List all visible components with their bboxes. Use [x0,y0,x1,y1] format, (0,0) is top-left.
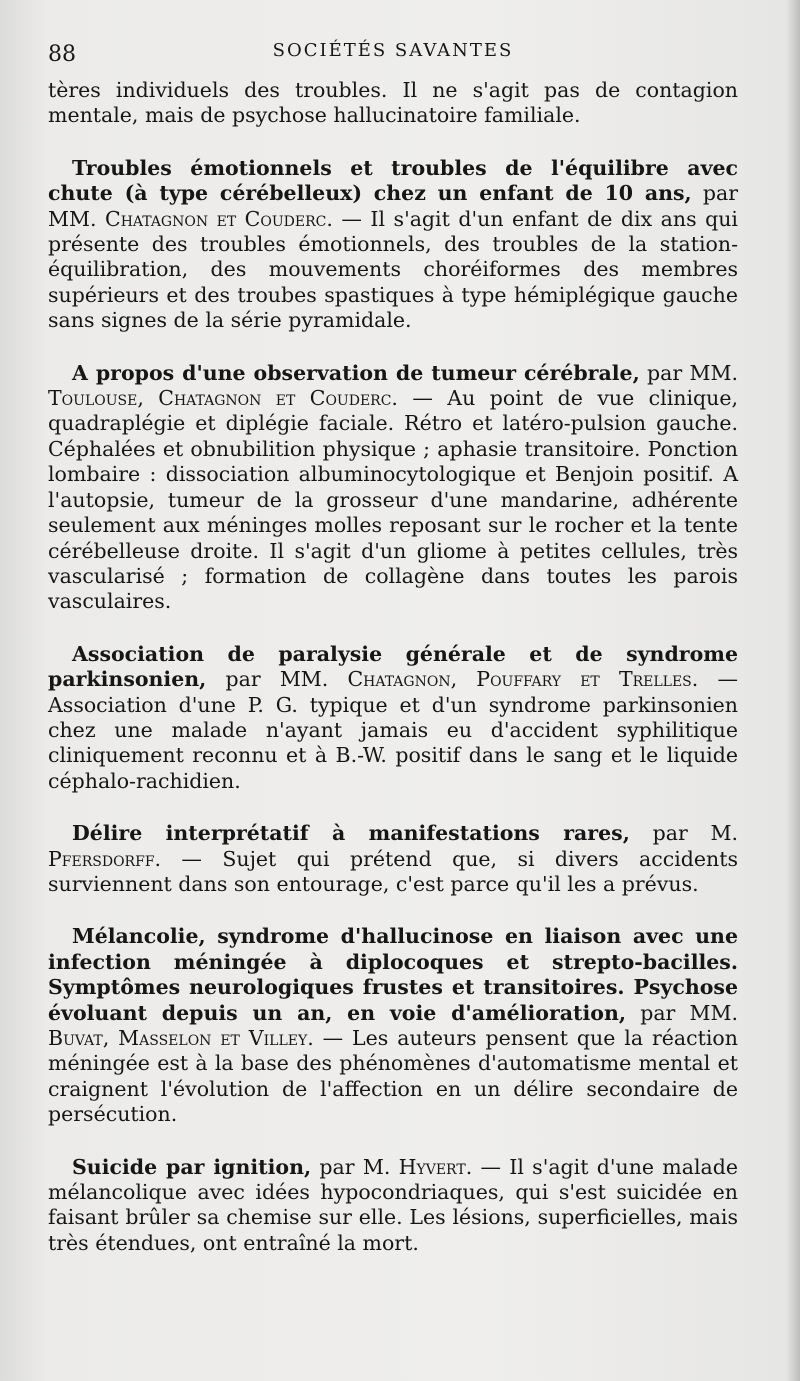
running-header [48,34,738,78]
entry-by: par MM. [206,667,348,692]
entry-title: Délire interprétatif à manifestations rares, [72,821,630,846]
entry-body: — Au point de vue clinique, quadraplégie et diplégie faciale. Rétro et latéro-pulsion gauche. Céphalées et obnubilition physique ; aphasie transitoire. Ponction lombaire : dissociation albuminocytologique et Benjoin positif. A l'autopsie, tumeur de la grosseur d'une mandarine, adhérente seulement aux méninges molles reposant sur le rocher et la tente cérébelleuse droite. Il s'agit d'un gliome à petites cellules, très vascularisé ; formation de collagène dans toutes les parois vasculaires. [48,386,738,614]
entry-by: par M. [629,821,739,846]
entry-paragraph [48,642,738,794]
entry-by: par M. [311,1154,399,1179]
entry-paragraph [48,1155,738,1257]
entry-by: par MM. [626,1000,738,1025]
entry-body: — Sujet qui prétend que, si divers accidents surviennent dans son entourage, c'est parce qu'il les a prévus. [48,846,738,896]
entry-body: — Les auteurs pensent que la réaction méningée est à la base des phénomènes d'automatisme mental et craignent l'évolution de l'affection en un délire secondaire de persécution. [48,1026,738,1127]
scan-shadow-edge [786,0,800,1381]
entry-body: — Association d'une P. G. typique et d'un syndrome parkinsonien chez une malade n'ayant jamais eu d'accident syphilitique cliniquement reconnu et à B.-W. positif dans le sang et le liquide céphalo-rachidien. [48,667,738,793]
entry-authors: Chatagnon, Pouffary et Trelles. [347,667,699,692]
entry-paragraph [48,361,738,615]
entry-by: par MM. [48,181,738,231]
running-title: SOCIÉTÉS SAVANTES [272,40,514,61]
entry-authors: Toulouse, Chatagnon et Couderc. [48,386,398,411]
entry-title: Mélancolie, syndrome d'hallucinose en liaison avec une infection méningée à diplocoques et strepto-bacilles. Symptômes neurologiques frustes et transitoires. Psychose évoluant depuis un an, en voie d'amélioration, [48,924,738,1025]
entry-paragraph [48,156,738,334]
entry-authors: Pfersdorff. [48,846,162,871]
entry-paragraph [48,821,738,897]
entry-authors: Buvat, Masselon et Villey. [48,1026,314,1050]
entry-body: — Il s'agit d'une malade mélancolique avec idées hypocondriaques, qui s'est suicidée en faisant brûler sa chemise sur elle. Les lésions, superficielles, mais très étendues, ont entraîné la mort. [48,1154,739,1255]
continuation-paragraph: tères individuels des troubles. Il ne s'agit pas de contagion mentale, mais de psychose hallucinatoire familiale. [48,78,738,128]
page-number: 88 [48,42,76,67]
entry-paragraph [48,924,738,1127]
entry-body: — Il s'agit d'un enfant de dix ans qui présente des troubles émotionnels, des troubles de la station-équilibration, des mouvements choréiformes des membres supérieurs et des troubes spastiques à type hémiplégique gauche sans signes de la série pyramidale. [48,206,738,333]
entry-by: par MM. [639,360,738,385]
entry-title: Suicide par ignition, [72,1154,312,1179]
entry-authors: Chatagnon et Couderc. [105,206,333,231]
entry-title: Association de paralysie générale et de syndrome parkinsonien, [48,641,738,692]
entry-title: Troubles émotionnels et troubles de l'équilibre avec chute (à type cérébelleux) chez un enfant de 10 ans, [48,155,738,206]
entry-title: A propos d'une observation de tumeur cérébrale, [72,360,640,385]
entry-authors: Hyvert. [398,1154,473,1179]
